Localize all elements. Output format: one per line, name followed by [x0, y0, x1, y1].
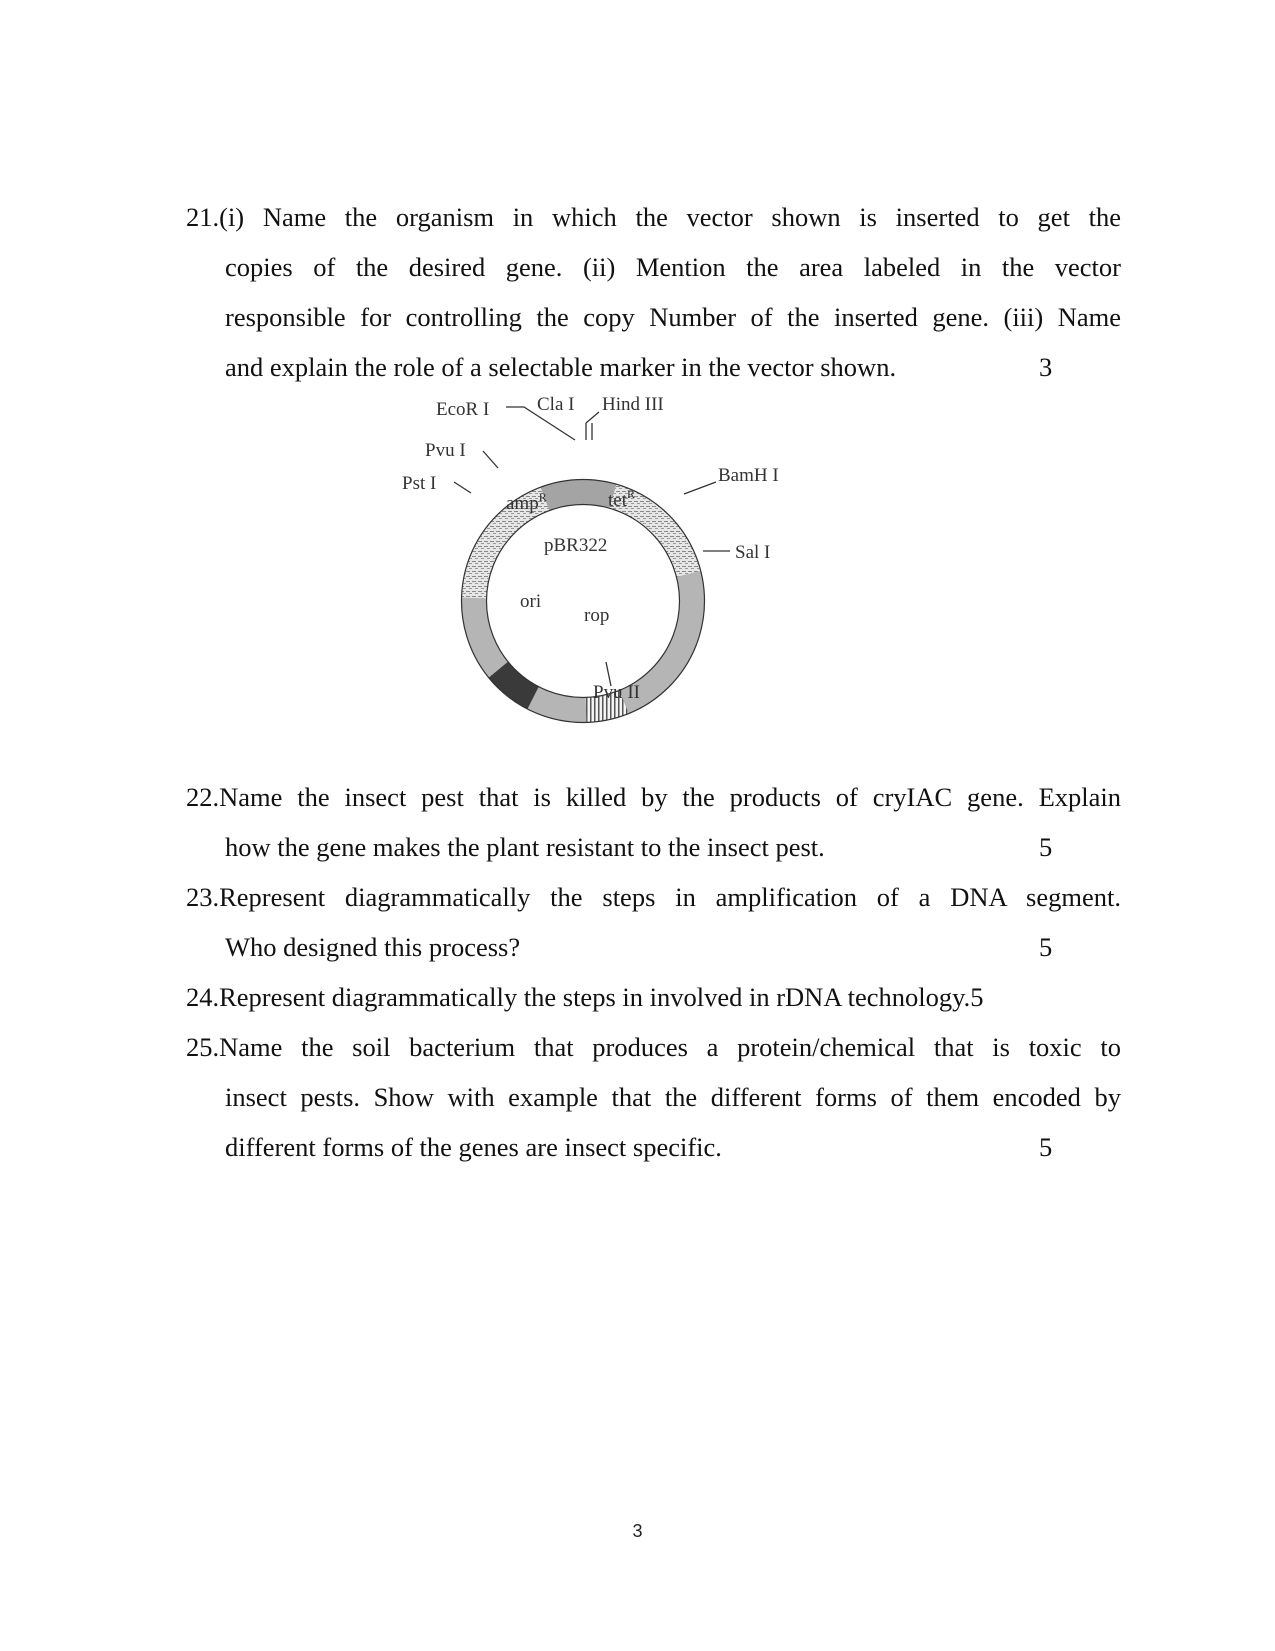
label-cla1: Cla I [537, 394, 575, 415]
label-amp-r: amp$^R$ [506, 490, 547, 514]
label-pvu1: Pvu I [425, 440, 466, 461]
question-24 [186, 972, 1121, 1022]
label-bamh1: BamH I [718, 465, 779, 486]
label-tet-r: tet$^R$ [608, 487, 636, 511]
question-23 [186, 872, 1121, 972]
label-ori: ori [520, 591, 542, 612]
page-number: 3 [632, 1521, 643, 1541]
cla-region [545, 492, 613, 499]
label-hind3: Hind III [602, 394, 664, 415]
label-sal1: Sal I [735, 542, 771, 563]
q22-line-2 [186, 822, 1121, 872]
q25-marks: 5 [1039, 1132, 1053, 1162]
q21-line-2: copies of the desired gene. (ii) Mention the area labeled in the vector [225, 252, 1121, 282]
q22-line-2-text: how the gene makes the plant resistant to the insect pest. [225, 832, 825, 862]
label-pst1: Pst I [402, 473, 437, 494]
q21-line-4-text: and explain the role of a selectable marker in the vector shown. [225, 352, 897, 382]
q25-line-3 [186, 1122, 1121, 1172]
q24-line-1: 24.Represent diagrammatically the steps in involved in rDNA technology.5 [186, 982, 984, 1012]
q23-line-2-text: Who designed this process? [225, 932, 521, 962]
pbr322-plasmid-diagram [370, 390, 830, 760]
q21-line-1: 21.(i) Name the organism in which the vector shown is inserted to get the [186, 202, 1121, 232]
q21-line-4 [186, 342, 1121, 392]
question-25 [186, 1022, 1121, 1172]
q25-line-2: insect pests. Show with example that the different forms of them encoded by [225, 1082, 1121, 1112]
q25-line-3-text: different forms of the genes are insect specific. [225, 1132, 722, 1162]
q25-line-1: 25.Name the soil bacterium that produces a protein/chemical that is toxic to [186, 1032, 1121, 1062]
question-22 [186, 772, 1121, 872]
q22-marks: 5 [1039, 832, 1053, 862]
q22-line-1: 22.Name the insect pest that is killed by the products of cryIAC gene. Explain [186, 782, 1121, 812]
label-plasmid-name: pBR322 [544, 535, 608, 556]
label-rop: rop [584, 605, 610, 626]
label-pvu2: Pvu II [593, 682, 640, 703]
q23-marks: 5 [1039, 932, 1053, 962]
q23-line-1: 23.Represent diagrammatically the steps in amplification of a DNA segment. [186, 882, 1121, 912]
rop-region [586, 702, 624, 710]
question-21 [186, 192, 1121, 392]
q21-marks: 3 [1039, 352, 1053, 382]
ori-region [498, 670, 533, 698]
q21-line-3: responsible for controlling the copy Number of the inserted gene. (iii) Name [225, 302, 1121, 332]
q23-line-2 [186, 922, 1121, 972]
label-ecor1: EcoR I [436, 399, 490, 420]
